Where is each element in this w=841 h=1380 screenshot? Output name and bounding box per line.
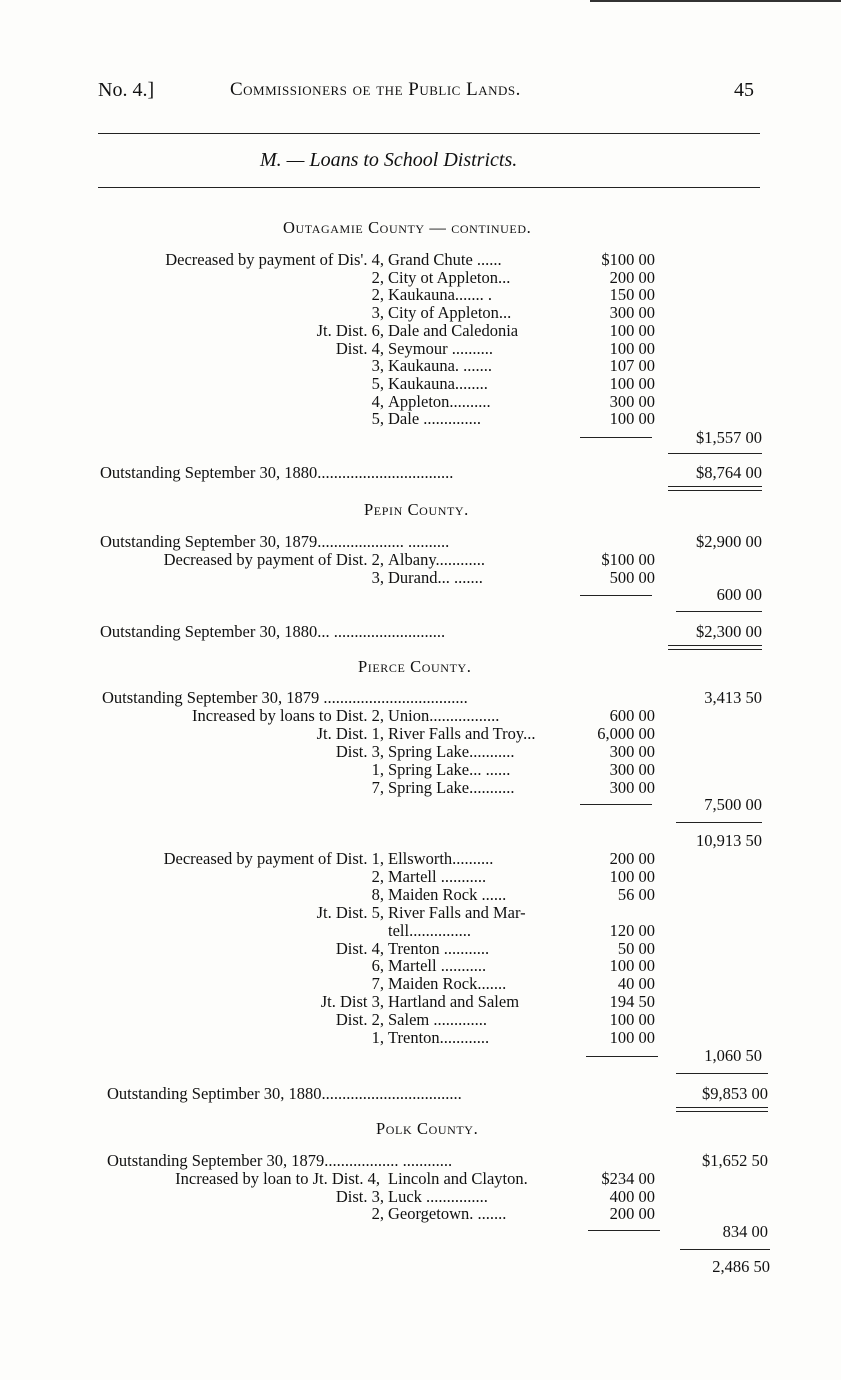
- loan-row-district: 2,: [371, 267, 384, 287]
- decreased-label: Decreased by payment of Dist. 2,: [163, 550, 384, 569]
- loan-row-district: Dist. 3,: [335, 1186, 384, 1206]
- loan-row-place: Lincoln and Clayton.: [388, 1169, 528, 1188]
- total-rule: [676, 1073, 768, 1074]
- outstanding-label: Outstanding Septimber 30, 1880..................................: [107, 1084, 462, 1103]
- loan-row-amount: 100 00: [609, 1028, 655, 1047]
- loan-row-place: Kaukauna....... .: [388, 285, 493, 305]
- outstanding-1879-label: Outstanding September 30, 1879.................. ............: [107, 1151, 453, 1170]
- grand-total-amount: 2,486 50: [712, 1257, 770, 1276]
- loan-row-place: Union.................: [388, 706, 500, 725]
- loan-row-district: 6,: [371, 956, 384, 976]
- loan-row-amount: 200 00: [609, 267, 655, 287]
- outstanding-double-rule: [668, 486, 762, 491]
- total-rule: [676, 611, 762, 612]
- loan-row-district: 5,: [371, 373, 384, 393]
- subtotal-rule: [580, 595, 652, 596]
- header-rule-bottom: [98, 187, 760, 188]
- loan-row-place: Trenton ...........: [388, 938, 490, 958]
- loan-row-place: Luck ...............: [388, 1186, 488, 1206]
- loan-row-district: 7,: [371, 974, 384, 994]
- outstanding-amount: $2,300 00: [696, 622, 762, 641]
- total-rule: [676, 822, 762, 823]
- loan-row-amount: 200 00: [609, 849, 655, 868]
- decreased-label: Decreased by payment of Dis'. 4,: [165, 250, 384, 269]
- loan-row-amount: 200 00: [609, 1204, 655, 1223]
- loan-row-place: City ot Appleton...: [388, 267, 511, 287]
- loan-row-district: 1,: [371, 760, 384, 779]
- loan-row-place: Seymour ..........: [388, 338, 493, 358]
- loan-row-amount: 300 00: [609, 303, 655, 323]
- loan-row-place: River Falls and Mar-: [388, 902, 526, 922]
- outstanding-1879-label: Outstanding September 30, 1879 ...................................: [102, 688, 468, 707]
- header-title: Commissioners oe the Public Lands.: [230, 79, 521, 100]
- loan-row-amount: 100 00: [609, 1010, 655, 1030]
- subtotal-amount: 834 00: [722, 1222, 768, 1241]
- loan-row-place: River Falls and Troy...: [388, 724, 536, 743]
- county-title-outagamie: Outagamie County — continued.: [283, 218, 532, 237]
- loan-row-amount: $100 00: [601, 250, 655, 269]
- increased-label: Increased by loan to Jt. Dist. 4,: [175, 1169, 380, 1188]
- loan-row-amount: $234 00: [601, 1169, 655, 1188]
- loan-row-place: Dale and Caledonia: [388, 320, 519, 340]
- outstanding-1879-amount: $1,652 50: [702, 1151, 768, 1170]
- loan-row-amount: 300 00: [609, 742, 655, 761]
- outstanding-1879-label: Outstanding September 30, 1879..................... ..........: [100, 532, 450, 551]
- loan-row-place: Dale ..............: [388, 409, 482, 429]
- loan-row-district: Jt. Dist 3,: [320, 992, 384, 1012]
- loan-row-place: Ellsworth..........: [388, 849, 494, 868]
- loan-row-place: City of Appleton...: [388, 303, 512, 323]
- loan-row-place: Kaukauna. .......: [388, 356, 493, 376]
- loan-row-place: Spring Lake...........: [388, 778, 515, 797]
- loan-row-amount: 300 00: [609, 778, 655, 797]
- loan-row-amount: 194 50: [609, 992, 655, 1012]
- loan-row-place: Albany............: [388, 550, 486, 569]
- loan-row-district: Dist. 4,: [335, 938, 384, 958]
- loan-row-district: 8,: [371, 884, 384, 904]
- header-number: No. 4.]: [98, 79, 155, 101]
- total-rule: [680, 1249, 770, 1250]
- loan-row-amount: 100 00: [609, 866, 655, 886]
- loan-row-place: Martell ...........: [388, 956, 487, 976]
- loan-row-amount: 300 00: [609, 391, 655, 411]
- loan-row-district: 1,: [371, 1028, 384, 1047]
- loan-row-place: Salem .............: [388, 1010, 487, 1030]
- loan-row-place: Spring Lake... ......: [388, 760, 511, 779]
- loan-row-district: 3,: [371, 303, 384, 323]
- loan-row-district: 2,: [371, 1204, 384, 1223]
- loan-row-amount: 100 00: [609, 409, 655, 429]
- loan-row-amount: 100 00: [609, 338, 655, 358]
- loan-row-amount: 500 00: [609, 567, 655, 587]
- subtotal-rule: [580, 804, 652, 805]
- loan-row-district: Jt. Dist. 6,: [316, 320, 384, 340]
- loan-row-place: Maiden Rock ......: [388, 884, 507, 904]
- loan-row-amount: 100 00: [609, 320, 655, 340]
- loan-row-amount: 600 00: [609, 706, 655, 725]
- loan-row-district: Jt. Dist. 5,: [316, 902, 384, 922]
- loan-row-amount: 6,000 00: [597, 724, 655, 743]
- loan-row-place: Appleton..........: [388, 391, 491, 411]
- loan-row-place: tell...............: [388, 920, 471, 940]
- loan-row-place: Kaukauna........: [388, 373, 488, 393]
- total-rule: [668, 453, 762, 454]
- top-edge-rule: [590, 0, 841, 2]
- loan-row-amount: 50 00: [617, 938, 655, 958]
- outstanding-label: Outstanding September 30, 1880.................................: [100, 463, 454, 482]
- loan-row-amount: 56 00: [617, 884, 655, 904]
- page-number: 45: [734, 79, 754, 101]
- header-rule-top: [98, 133, 760, 134]
- loan-row-amount: 107 00: [609, 356, 655, 376]
- loan-row-district: 3,: [371, 356, 384, 376]
- subtotal-amount: 1,060 50: [704, 1046, 762, 1065]
- loan-row-amount: 300 00: [609, 760, 655, 779]
- loan-row-district: 5,: [371, 409, 384, 429]
- loan-row-place: Hartland and Salem: [388, 992, 520, 1012]
- loan-row-amount: 40 00: [617, 974, 655, 994]
- outstanding-amount: $9,853 00: [702, 1084, 768, 1103]
- loan-row-amount: 150 00: [609, 285, 655, 305]
- loan-row-place: Durand... .......: [388, 567, 483, 587]
- loan-row-district: 3,: [371, 567, 384, 587]
- loan-row-amount: $100 00: [601, 550, 655, 569]
- loan-row-place: Spring Lake...........: [388, 742, 515, 761]
- subtotal-amount: 600 00: [716, 585, 762, 604]
- loan-row-district: Dist. 3,: [335, 742, 384, 761]
- loan-row-place: Trenton............: [388, 1028, 490, 1047]
- outstanding-double-rule: [676, 1107, 768, 1112]
- county-title-pepin: Pepin County.: [364, 500, 469, 519]
- outstanding-double-rule: [668, 645, 762, 650]
- loan-row-amount: 100 00: [609, 956, 655, 976]
- loan-row-amount: 120 00: [609, 920, 655, 940]
- running-total-amount: 10,913 50: [696, 831, 762, 850]
- subtotal-rule: [586, 1056, 658, 1057]
- subtotal-rule: [580, 437, 652, 438]
- increased-label: Increased by loans to Dist. 2,: [192, 706, 384, 725]
- subtotal-rule: [588, 1230, 660, 1231]
- outstanding-1879-amount: 3,413 50: [704, 688, 762, 707]
- loan-row-district: Dist. 4,: [335, 338, 384, 358]
- loan-row-district: Dist. 2,: [335, 1010, 384, 1030]
- loan-row-district: Jt. Dist. 1,: [316, 724, 384, 743]
- loan-row-district: 2,: [371, 285, 384, 305]
- outstanding-label: Outstanding September 30, 1880... ...........................: [100, 622, 446, 641]
- county-title-polk: Polk County.: [376, 1119, 479, 1138]
- loan-row-place: Grand Chute ......: [388, 250, 502, 269]
- loan-row-district: 2,: [371, 866, 384, 886]
- loan-row-district: 7,: [371, 778, 384, 797]
- outstanding-amount: $8,764 00: [696, 463, 762, 482]
- loan-row-amount: 100 00: [609, 373, 655, 393]
- loan-row-district: 4,: [371, 391, 384, 411]
- section-title: M. — Loans to School Districts.: [260, 149, 518, 171]
- subtotal-amount: $1,557 00: [696, 428, 762, 447]
- loan-row-place: Martell ...........: [388, 866, 487, 886]
- county-title-pierce: Pierce County.: [358, 657, 472, 676]
- outstanding-1879-amount: $2,900 00: [696, 532, 762, 551]
- loan-row-place: Georgetown. .......: [388, 1204, 507, 1223]
- subtotal-amount: 7,500 00: [704, 795, 762, 814]
- loan-row-amount: 400 00: [609, 1186, 655, 1206]
- decreased-label: Decreased by payment of Dist. 1,: [163, 849, 384, 868]
- loan-row-place: Maiden Rock.......: [388, 974, 507, 994]
